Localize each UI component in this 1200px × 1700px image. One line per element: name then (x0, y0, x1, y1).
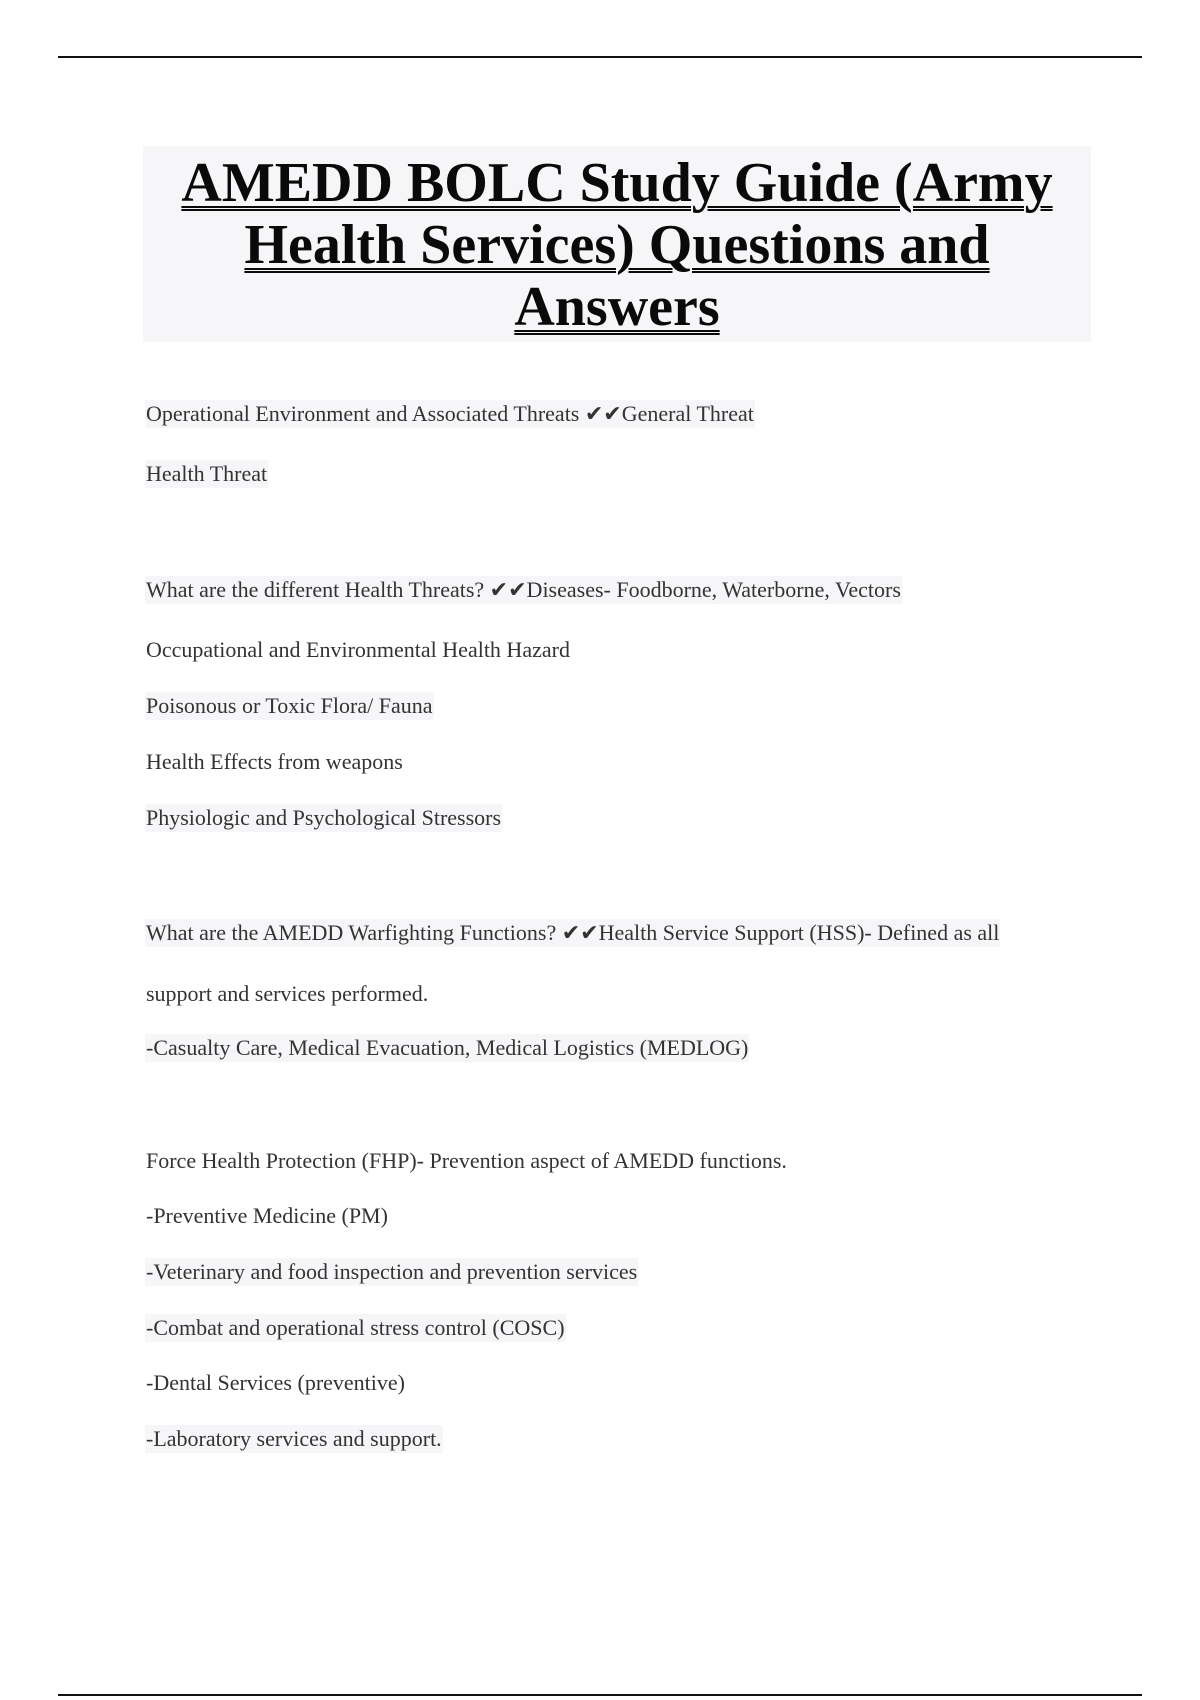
qa-line: -Laboratory services and support. (146, 1426, 442, 1451)
title-block (143, 146, 1091, 342)
qa-line: What are the AMEDD Warfighting Functions? ✔✔Health Service Support (HSS)- Defined as all (146, 920, 1000, 945)
qa-line: -Dental Services (preventive) (146, 1370, 405, 1395)
qa-line: -Preventive Medicine (PM) (146, 1203, 388, 1228)
qa-line: support and services performed. (146, 981, 429, 1006)
qa-line: Poisonous or Toxic Flora/ Fauna (146, 693, 433, 718)
qa-line: Physiologic and Psychological Stressors (146, 805, 502, 830)
qa-line: What are the different Health Threats? ✔✔Diseases- Foodborne, Waterborne, Vectors (146, 577, 901, 602)
qa-line: -Combat and operational stress control (COSC) (146, 1315, 565, 1340)
qa-line: Occupational and Environmental Health Hazard (146, 637, 570, 662)
page-top-rule (58, 56, 1142, 58)
qa-line: Operational Environment and Associated Threats ✔✔General Threat (146, 401, 754, 426)
qa-line: -Casualty Care, Medical Evacuation, Medical Logistics (MEDLOG) (146, 1035, 749, 1060)
qa-line: Health Threat (146, 461, 268, 486)
qa-line: Force Health Protection (FHP)- Prevention aspect of AMEDD functions. (146, 1148, 787, 1173)
page-bottom-rule (58, 1694, 1142, 1696)
document-title: AMEDD BOLC Study Guide (Army Health Services) Questions and Answers (181, 152, 1053, 338)
qa-line: -Veterinary and food inspection and prevention services (146, 1259, 638, 1284)
qa-line: Health Effects from weapons (146, 749, 403, 774)
